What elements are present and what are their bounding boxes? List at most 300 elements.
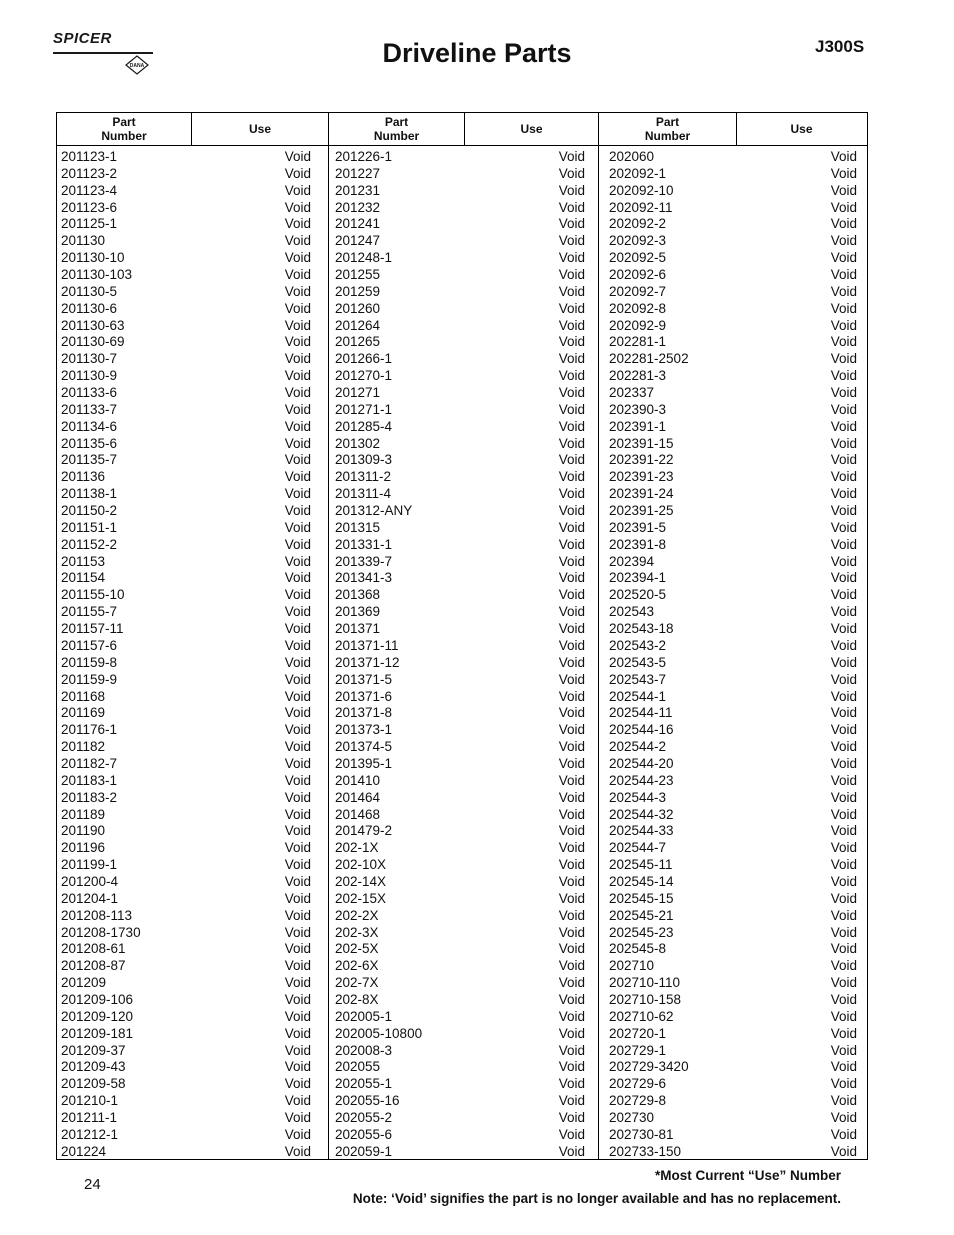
use-value: Void — [558, 149, 585, 164]
footnote-current-use: *Most Current “Use” Number — [654, 1168, 841, 1183]
table-row — [61, 267, 311, 284]
part-number: 201371 — [335, 621, 381, 637]
part-number: 201395-1 — [335, 755, 393, 771]
part-number: 202092-3 — [609, 233, 667, 249]
part-number: 201248-1 — [335, 250, 393, 266]
part-number: 201264 — [335, 317, 381, 333]
part-number: 201311-4 — [335, 486, 392, 502]
table-row — [335, 402, 585, 419]
use-value: Void — [284, 250, 311, 266]
table-row — [335, 436, 585, 453]
table-row — [61, 1093, 311, 1110]
table-row — [609, 183, 857, 200]
table-row — [61, 621, 311, 638]
part-number: 201157-11 — [61, 621, 124, 637]
part-number: 202059-1 — [335, 1143, 393, 1159]
use-value: Void — [830, 873, 857, 889]
use-value: Void — [284, 452, 311, 468]
table-row — [61, 183, 311, 200]
table-row — [335, 773, 585, 790]
header-part-number-1: Part Number — [101, 115, 147, 143]
use-value: Void — [830, 385, 857, 401]
part-number: 201410 — [335, 772, 381, 788]
use-value: Void — [830, 1093, 857, 1109]
part-number: 202-6X — [335, 958, 379, 974]
table-row — [335, 233, 585, 250]
table-row — [609, 587, 857, 604]
use-value: Void — [558, 671, 585, 687]
use-value: Void — [284, 671, 311, 687]
table-row — [609, 857, 857, 874]
part-number: 201209-37 — [61, 1042, 126, 1058]
use-value: Void — [284, 688, 311, 704]
column-divider — [328, 113, 329, 1159]
part-number: 201368 — [335, 587, 381, 603]
use-value: Void — [284, 705, 311, 721]
use-value: Void — [558, 334, 585, 350]
part-number: 201169 — [61, 705, 106, 721]
model-code: J300S — [815, 37, 865, 56]
table-row — [335, 823, 585, 840]
use-value: Void — [830, 300, 857, 316]
use-value: Void — [558, 1008, 585, 1024]
header-divider — [191, 113, 192, 146]
use-value: Void — [830, 789, 857, 805]
part-number: 201130-6 — [61, 300, 118, 316]
table-row — [609, 250, 857, 267]
part-number: 202391-22 — [609, 452, 674, 468]
page-title: Driveline Parts — [382, 38, 572, 68]
part-number: 201125-1 — [61, 216, 118, 232]
table-row — [335, 334, 585, 351]
header-part-number-2: Part Number — [373, 115, 420, 143]
table-row — [61, 216, 311, 233]
part-number: 201224 — [61, 1143, 107, 1159]
part-number: 201190 — [61, 823, 106, 839]
use-value: Void — [284, 216, 311, 232]
use-value: Void — [558, 806, 585, 822]
table-row — [609, 958, 857, 975]
table-row — [609, 655, 857, 672]
use-value: Void — [830, 705, 857, 721]
use-value: Void — [284, 300, 311, 316]
table-row — [61, 925, 311, 942]
part-number: 201341-3 — [335, 570, 393, 586]
use-value: Void — [830, 806, 857, 822]
part-number: 202544-16 — [609, 722, 674, 738]
part-number: 202710-62 — [609, 1008, 674, 1024]
use-value: Void — [284, 722, 311, 738]
part-number: 202-3X — [335, 924, 379, 940]
table-row — [609, 925, 857, 942]
use-value: Void — [284, 317, 311, 333]
part-number: 202-15X — [335, 890, 387, 906]
part-number: 201371-12 — [335, 654, 400, 670]
use-value: Void — [830, 149, 857, 164]
part-number: 201135-7 — [61, 452, 118, 468]
part-number: 202005-10800 — [335, 1025, 423, 1041]
table-row — [335, 925, 585, 942]
use-value: Void — [284, 267, 311, 283]
use-value: Void — [284, 621, 311, 637]
use-value: Void — [830, 621, 857, 637]
table-row — [335, 486, 585, 503]
table-row — [335, 503, 585, 520]
use-value: Void — [830, 840, 857, 856]
table-row — [61, 807, 311, 824]
use-value: Void — [830, 890, 857, 906]
part-number: 202543 — [609, 604, 655, 620]
part-number: 201130-10 — [61, 250, 125, 266]
table-row — [61, 722, 311, 739]
table-row — [335, 756, 585, 773]
use-value: Void — [284, 469, 311, 485]
table-row — [61, 469, 311, 486]
part-number: 202390-3 — [609, 401, 667, 417]
table-row — [335, 554, 585, 571]
table-row — [61, 1043, 311, 1060]
table-row — [609, 1059, 857, 1076]
use-value: Void — [830, 857, 857, 873]
table-row — [335, 1144, 585, 1161]
use-value: Void — [830, 654, 857, 670]
use-value: Void — [284, 553, 311, 569]
use-value: Void — [558, 840, 585, 856]
table-row — [609, 216, 857, 233]
table-row — [335, 301, 585, 318]
part-number: 201371-8 — [335, 705, 393, 721]
table-row — [335, 638, 585, 655]
part-number: 202391-15 — [609, 435, 674, 451]
part-number: 202394 — [609, 553, 655, 569]
part-number: 201130-103 — [61, 267, 133, 283]
part-number: 201151-1 — [61, 519, 118, 535]
use-value: Void — [830, 941, 857, 957]
part-number: 202281-2502 — [609, 351, 689, 367]
table-row — [335, 149, 585, 166]
part-number: 201210-1 — [61, 1093, 119, 1109]
use-value: Void — [830, 1025, 857, 1041]
use-value: Void — [558, 435, 585, 451]
use-value: Void — [284, 587, 311, 603]
header-use-3: Use — [790, 122, 813, 136]
table-row — [609, 149, 857, 166]
part-number: 201247 — [335, 233, 381, 249]
use-value: Void — [830, 199, 857, 215]
use-value: Void — [830, 452, 857, 468]
table-row — [335, 790, 585, 807]
use-value: Void — [284, 991, 311, 1007]
part-number: 202337 — [609, 385, 655, 401]
use-value: Void — [558, 621, 585, 637]
use-value: Void — [830, 401, 857, 417]
table-row — [61, 351, 311, 368]
part-number: 201182-7 — [61, 755, 118, 771]
use-value: Void — [830, 418, 857, 434]
use-value: Void — [830, 536, 857, 552]
part-number: 201208-87 — [61, 958, 126, 974]
use-value: Void — [830, 688, 857, 704]
part-number: 202055-1 — [335, 1076, 393, 1092]
table-row — [609, 301, 857, 318]
table-row — [609, 823, 857, 840]
use-value: Void — [284, 233, 311, 249]
use-value: Void — [830, 233, 857, 249]
part-number: 201371-6 — [335, 688, 393, 704]
use-value: Void — [558, 823, 585, 839]
use-value: Void — [284, 149, 311, 164]
part-number: 201130-9 — [61, 368, 118, 384]
use-value: Void — [558, 469, 585, 485]
table-row — [609, 941, 857, 958]
table-row — [61, 368, 311, 385]
table-row — [609, 520, 857, 537]
part-number: 202060 — [609, 149, 655, 164]
table-row — [609, 284, 857, 301]
part-number: 201373-1 — [335, 722, 393, 738]
table-row — [609, 621, 857, 638]
part-number: 202092-1 — [609, 165, 667, 181]
part-number: 202545-23 — [609, 924, 674, 940]
table-row — [61, 1059, 311, 1076]
table-row — [61, 250, 311, 267]
part-number: 202544-11 — [609, 705, 673, 721]
part-number: 202543-5 — [609, 654, 667, 670]
use-value: Void — [830, 958, 857, 974]
use-value: Void — [558, 418, 585, 434]
use-value: Void — [558, 401, 585, 417]
part-number: 201209-58 — [61, 1076, 126, 1092]
use-value: Void — [558, 519, 585, 535]
part-number: 201270-1 — [335, 368, 393, 384]
dana-label: DANA — [129, 63, 145, 69]
table-row — [61, 503, 311, 520]
table-row — [609, 604, 857, 621]
use-value: Void — [830, 368, 857, 384]
table-row — [61, 604, 311, 621]
part-number: 201135-6 — [61, 435, 118, 451]
use-value: Void — [558, 924, 585, 940]
table-row — [61, 1144, 311, 1161]
part-number: 202544-1 — [609, 688, 667, 704]
part-number: 201138-1 — [61, 486, 118, 502]
use-value: Void — [284, 823, 311, 839]
part-number: 201208-61 — [61, 941, 126, 957]
use-value: Void — [284, 435, 311, 451]
table-row — [609, 1043, 857, 1060]
use-value: Void — [284, 503, 311, 519]
part-number: 202092-6 — [609, 267, 667, 283]
part-number: 201182 — [61, 739, 106, 755]
use-value: Void — [558, 890, 585, 906]
use-value: Void — [558, 1093, 585, 1109]
use-value: Void — [284, 519, 311, 535]
use-value: Void — [284, 1109, 311, 1125]
table-row — [609, 166, 857, 183]
table-row — [335, 908, 585, 925]
part-number: 202-10X — [335, 857, 387, 873]
table-row — [335, 891, 585, 908]
use-value: Void — [558, 267, 585, 283]
table-row — [609, 840, 857, 857]
table-row — [61, 672, 311, 689]
part-number: 201211-1 — [61, 1109, 118, 1125]
part-number: 201159-8 — [61, 654, 118, 670]
use-value: Void — [558, 182, 585, 198]
table-row — [61, 486, 311, 503]
use-value: Void — [830, 671, 857, 687]
table-row — [335, 385, 585, 402]
part-number: 201130-63 — [61, 317, 125, 333]
part-number: 201168 — [61, 688, 106, 704]
parts-column-3 — [609, 149, 857, 1161]
table-row — [335, 570, 585, 587]
use-value: Void — [558, 536, 585, 552]
part-number: 201152-2 — [61, 536, 118, 552]
table-row — [61, 1009, 311, 1026]
part-number: 201176-1 — [61, 722, 118, 738]
part-number: 201468 — [335, 806, 381, 822]
table-row — [61, 891, 311, 908]
part-number: 202391-25 — [609, 503, 674, 519]
table-row — [609, 318, 857, 335]
use-value: Void — [558, 857, 585, 873]
use-value: Void — [830, 587, 857, 603]
use-value: Void — [558, 688, 585, 704]
part-number: 202543-2 — [609, 637, 667, 653]
use-value: Void — [558, 654, 585, 670]
use-value: Void — [830, 1042, 857, 1058]
part-number: 202543-7 — [609, 671, 667, 687]
use-value: Void — [558, 1143, 585, 1159]
use-value: Void — [284, 772, 311, 788]
use-value: Void — [830, 823, 857, 839]
part-number: 201153 — [61, 553, 106, 569]
use-value: Void — [830, 553, 857, 569]
part-number: 201209-181 — [61, 1025, 134, 1041]
part-number: 201189 — [61, 806, 106, 822]
part-number: 201183-2 — [61, 789, 118, 805]
use-value: Void — [284, 182, 311, 198]
table-row — [609, 334, 857, 351]
table-row — [61, 301, 311, 318]
table-row — [609, 368, 857, 385]
part-number: 201371-11 — [335, 637, 399, 653]
table-row — [609, 672, 857, 689]
part-number: 202092-5 — [609, 250, 667, 266]
use-value: Void — [558, 1025, 585, 1041]
use-value: Void — [284, 1076, 311, 1092]
table-row — [335, 958, 585, 975]
use-value: Void — [284, 351, 311, 367]
use-value: Void — [284, 789, 311, 805]
part-number: 202545-11 — [609, 857, 673, 873]
table-row — [61, 739, 311, 756]
part-number: 201266-1 — [335, 351, 393, 367]
part-number: 202-8X — [335, 991, 379, 1007]
part-number: 201157-6 — [61, 637, 118, 653]
use-value: Void — [284, 368, 311, 384]
part-number: 201150-2 — [61, 503, 118, 519]
table-row — [335, 672, 585, 689]
use-value: Void — [284, 165, 311, 181]
part-number: 201271 — [335, 385, 381, 401]
part-number: 202092-7 — [609, 283, 667, 299]
table-row — [609, 1026, 857, 1043]
table-row — [609, 1076, 857, 1093]
use-value: Void — [558, 351, 585, 367]
part-number: 201134-6 — [61, 418, 118, 434]
use-value: Void — [284, 857, 311, 873]
use-value: Void — [830, 1076, 857, 1092]
use-value: Void — [284, 941, 311, 957]
table-row — [335, 318, 585, 335]
table-row — [61, 689, 311, 706]
table-row — [609, 773, 857, 790]
use-value: Void — [558, 587, 585, 603]
part-number: 202729-1 — [609, 1042, 667, 1058]
part-number: 202055 — [335, 1059, 381, 1075]
part-number: 202092-11 — [609, 199, 673, 215]
part-number: 202729-8 — [609, 1093, 667, 1109]
part-number: 202544-2 — [609, 739, 667, 755]
use-value: Void — [284, 654, 311, 670]
parts-table — [56, 112, 868, 1160]
use-value: Void — [558, 553, 585, 569]
part-number: 201155-7 — [61, 604, 118, 620]
use-value: Void — [284, 334, 311, 350]
part-number: 202-1X — [335, 840, 379, 856]
table-row — [609, 419, 857, 436]
table-row — [609, 739, 857, 756]
part-number: 201130 — [61, 233, 106, 249]
part-number: 201331-1 — [335, 536, 393, 552]
part-number: 201159-9 — [61, 671, 118, 687]
table-row — [335, 807, 585, 824]
table-row — [609, 722, 857, 739]
part-number: 202710 — [609, 958, 655, 974]
table-row — [335, 419, 585, 436]
table-row — [335, 1127, 585, 1144]
column-divider — [598, 113, 599, 1159]
part-number: 201255 — [335, 267, 381, 283]
part-number: 202092-10 — [609, 182, 674, 198]
table-row — [61, 587, 311, 604]
use-value: Void — [558, 1109, 585, 1125]
use-value: Void — [558, 1126, 585, 1142]
use-value: Void — [830, 435, 857, 451]
use-value: Void — [558, 300, 585, 316]
parts-column-2 — [335, 149, 585, 1161]
table-row — [335, 469, 585, 486]
part-number: 201312-ANY — [335, 503, 413, 519]
use-value: Void — [830, 165, 857, 181]
table-row — [61, 790, 311, 807]
use-value: Void — [284, 1059, 311, 1075]
table-row — [61, 318, 311, 335]
part-number: 201196 — [61, 840, 106, 856]
use-value: Void — [830, 503, 857, 519]
table-row — [335, 705, 585, 722]
table-row — [609, 486, 857, 503]
table-row — [61, 992, 311, 1009]
header-use-2: Use — [520, 122, 543, 136]
use-value: Void — [830, 519, 857, 535]
table-row — [335, 1059, 585, 1076]
use-value: Void — [284, 536, 311, 552]
use-value: Void — [558, 975, 585, 991]
use-value: Void — [830, 469, 857, 485]
